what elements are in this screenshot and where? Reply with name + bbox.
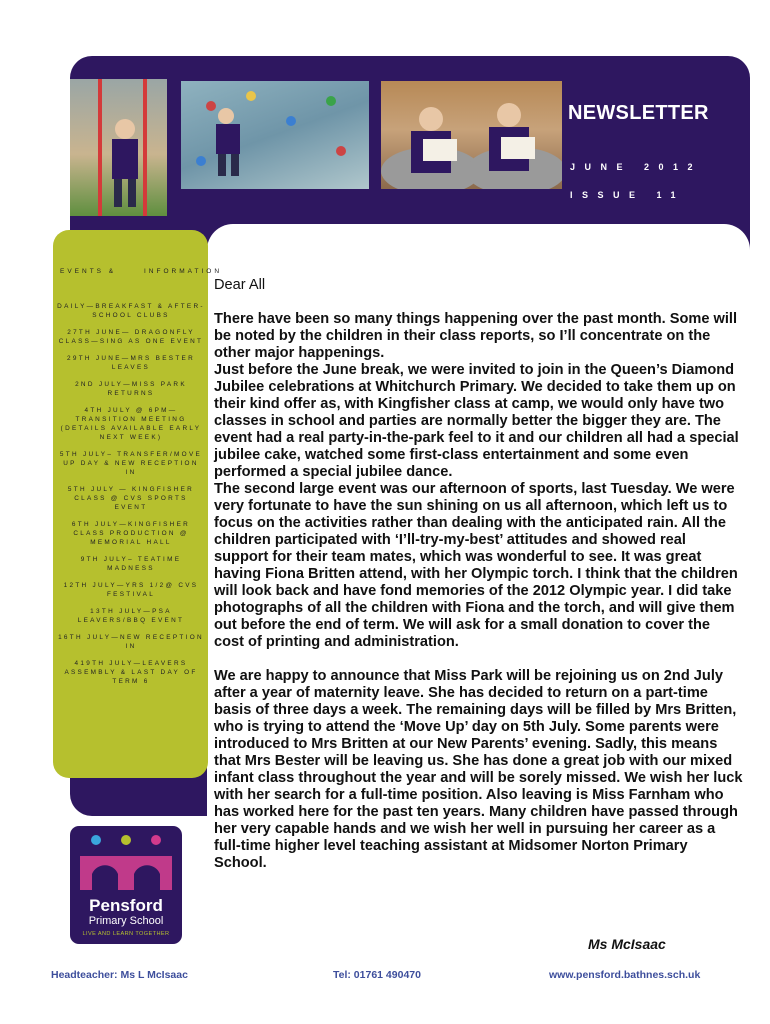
logo-dot-green	[121, 835, 131, 845]
school-logo	[70, 826, 182, 944]
sidebar-heading-information: INFORMATION	[144, 268, 223, 275]
event-item: 9TH JULY– TEATIME MADNESS	[80, 556, 182, 572]
logo-dot-blue	[91, 835, 101, 845]
event-item: 29TH JUNE—MRS BESTER LEAVES	[66, 355, 196, 371]
event-item: 5TH JULY — KINGFISHER CLASS @ CVS SPORTS EVENT	[67, 486, 195, 511]
footer-telephone: Tel: 01761 490470	[333, 969, 421, 981]
letter-paragraph: Just before the June break, we were invited to join in the Queen’s Diamond Jubilee celebrations at Whitchurch Primary. We decided to take them up on their kind offer as, with Kingfisher class at camp, we would only have two classes in school and parties are normally better the bigger they are. The event had a real party-in-the-park feel to it and our children all had a special jubilee cake, watched some first-class entertainment and some even performed a special jubilee dance.	[214, 362, 739, 480]
letter-paragraph: The second large event was our afternoon of sports, last Tuesday. We were very fortunate to have the sun shining on us all afternoon, which left us to focus on the activities rather than dealing with the anticipated rain. All the children participated with ‘I’ll-try-my-best’ attitudes and showed real support for their team mates, which was wonderful to see. It was great having Fiona Britten attend, with her Olympic torch. I think that the children will look back and have fond memories of the 2012 Olympic year. I did take photographs of all the children with Fiona and the torch, and will give them out before the end of term. We will ask for a small donation to cover the cost of printing and administration.	[214, 481, 738, 650]
event-item: 419TH JULY—LEAVERS ASSEMBLY & LAST DAY OF TERM 6	[64, 660, 198, 685]
logo-school-name: Pensford	[89, 896, 163, 915]
event-item: 12TH JULY—YRS 1/2@ CVS FESTIVAL	[63, 582, 199, 598]
issue-date: JUNE 2012	[570, 162, 703, 172]
events-list	[57, 302, 205, 694]
events-sidebar	[53, 230, 223, 778]
newsletter-title: NEWSLETTER	[568, 102, 709, 124]
photo-climbing-wall	[181, 81, 369, 189]
event-item: 2ND JULY—MISS PARK RETURNS	[75, 381, 187, 397]
letter-signature: Ms McIsaac	[588, 936, 666, 952]
logo-tagline: LIVE AND LEARN TOGETHER	[82, 931, 170, 937]
logo-bridge	[80, 856, 172, 890]
event-item: 16TH JULY—NEW RECEPTION IN	[58, 634, 204, 650]
issue-number: ISSUE 11	[570, 190, 686, 200]
headteacher-letter	[214, 277, 744, 872]
photo-child-climbing-frame	[70, 79, 167, 216]
letter-greeting: Dear All	[214, 277, 266, 293]
event-item: 4TH JULY @ 6PM—TRANSITION MEETING (DETAILS AVAILABLE EARLY NEXT WEEK)	[60, 407, 202, 441]
event-item: 13TH JULY—PSA LEAVERS/BBQ EVENT	[77, 608, 185, 624]
event-item: 27TH JUNE— DRAGONFLY CLASS—SING AS ONE EVENT	[58, 329, 204, 345]
sidebar-heading-events: EVENTS &	[60, 268, 117, 275]
photo-children-reading	[381, 81, 562, 189]
letter-paragraph: We are happy to announce that Miss Park will be rejoining us on 2nd July after a year of maternity leave. She has decided to return on a part-time basis of three days a week. The remaining days will be filled by Mrs Britten, who is trying to attend the ‘Move Up’ day on 5th July. Some parents were introduced to Mrs Britten at our New Parents’ evening. Sadly, this means that Mrs Bester will be leaving us. She has done a great job with our mixed infant class throughout the year and will be sorely missed. We wish her luck with her search for a full-time position. Also leaving is Miss Farnham who has worked here for the past ten years. Many children have passed through her very capable hands and we wish her well in pursuing her career as a full-time higher level teaching assistant at Midsomer Norton Primary School.	[214, 668, 743, 871]
event-item: 5TH JULY– TRANSFER/MOVE UP DAY & NEW RECEPTION IN	[59, 451, 203, 476]
logo-dot-pink	[151, 835, 161, 845]
letter-paragraph: There have been so many things happening over the past month. Some will be noted by the children in their class reports, so I’ll concentrate on the other major happenings.	[214, 311, 738, 361]
event-item: DAILY—BREAKFAST & AFTER-SCHOOL CLUBS	[57, 303, 205, 319]
footer-headteacher: Headteacher: Ms L McIsaac	[51, 969, 188, 981]
footer-website-link[interactable]: www.pensford.bathnes.sch.uk	[549, 969, 701, 981]
newsletter-masthead	[558, 90, 748, 230]
logo-school-subtitle: Primary School	[88, 915, 164, 927]
event-item: 6TH JULY—KINGFISHER CLASS PRODUCTION @ MEMORIAL HALL	[71, 521, 191, 546]
